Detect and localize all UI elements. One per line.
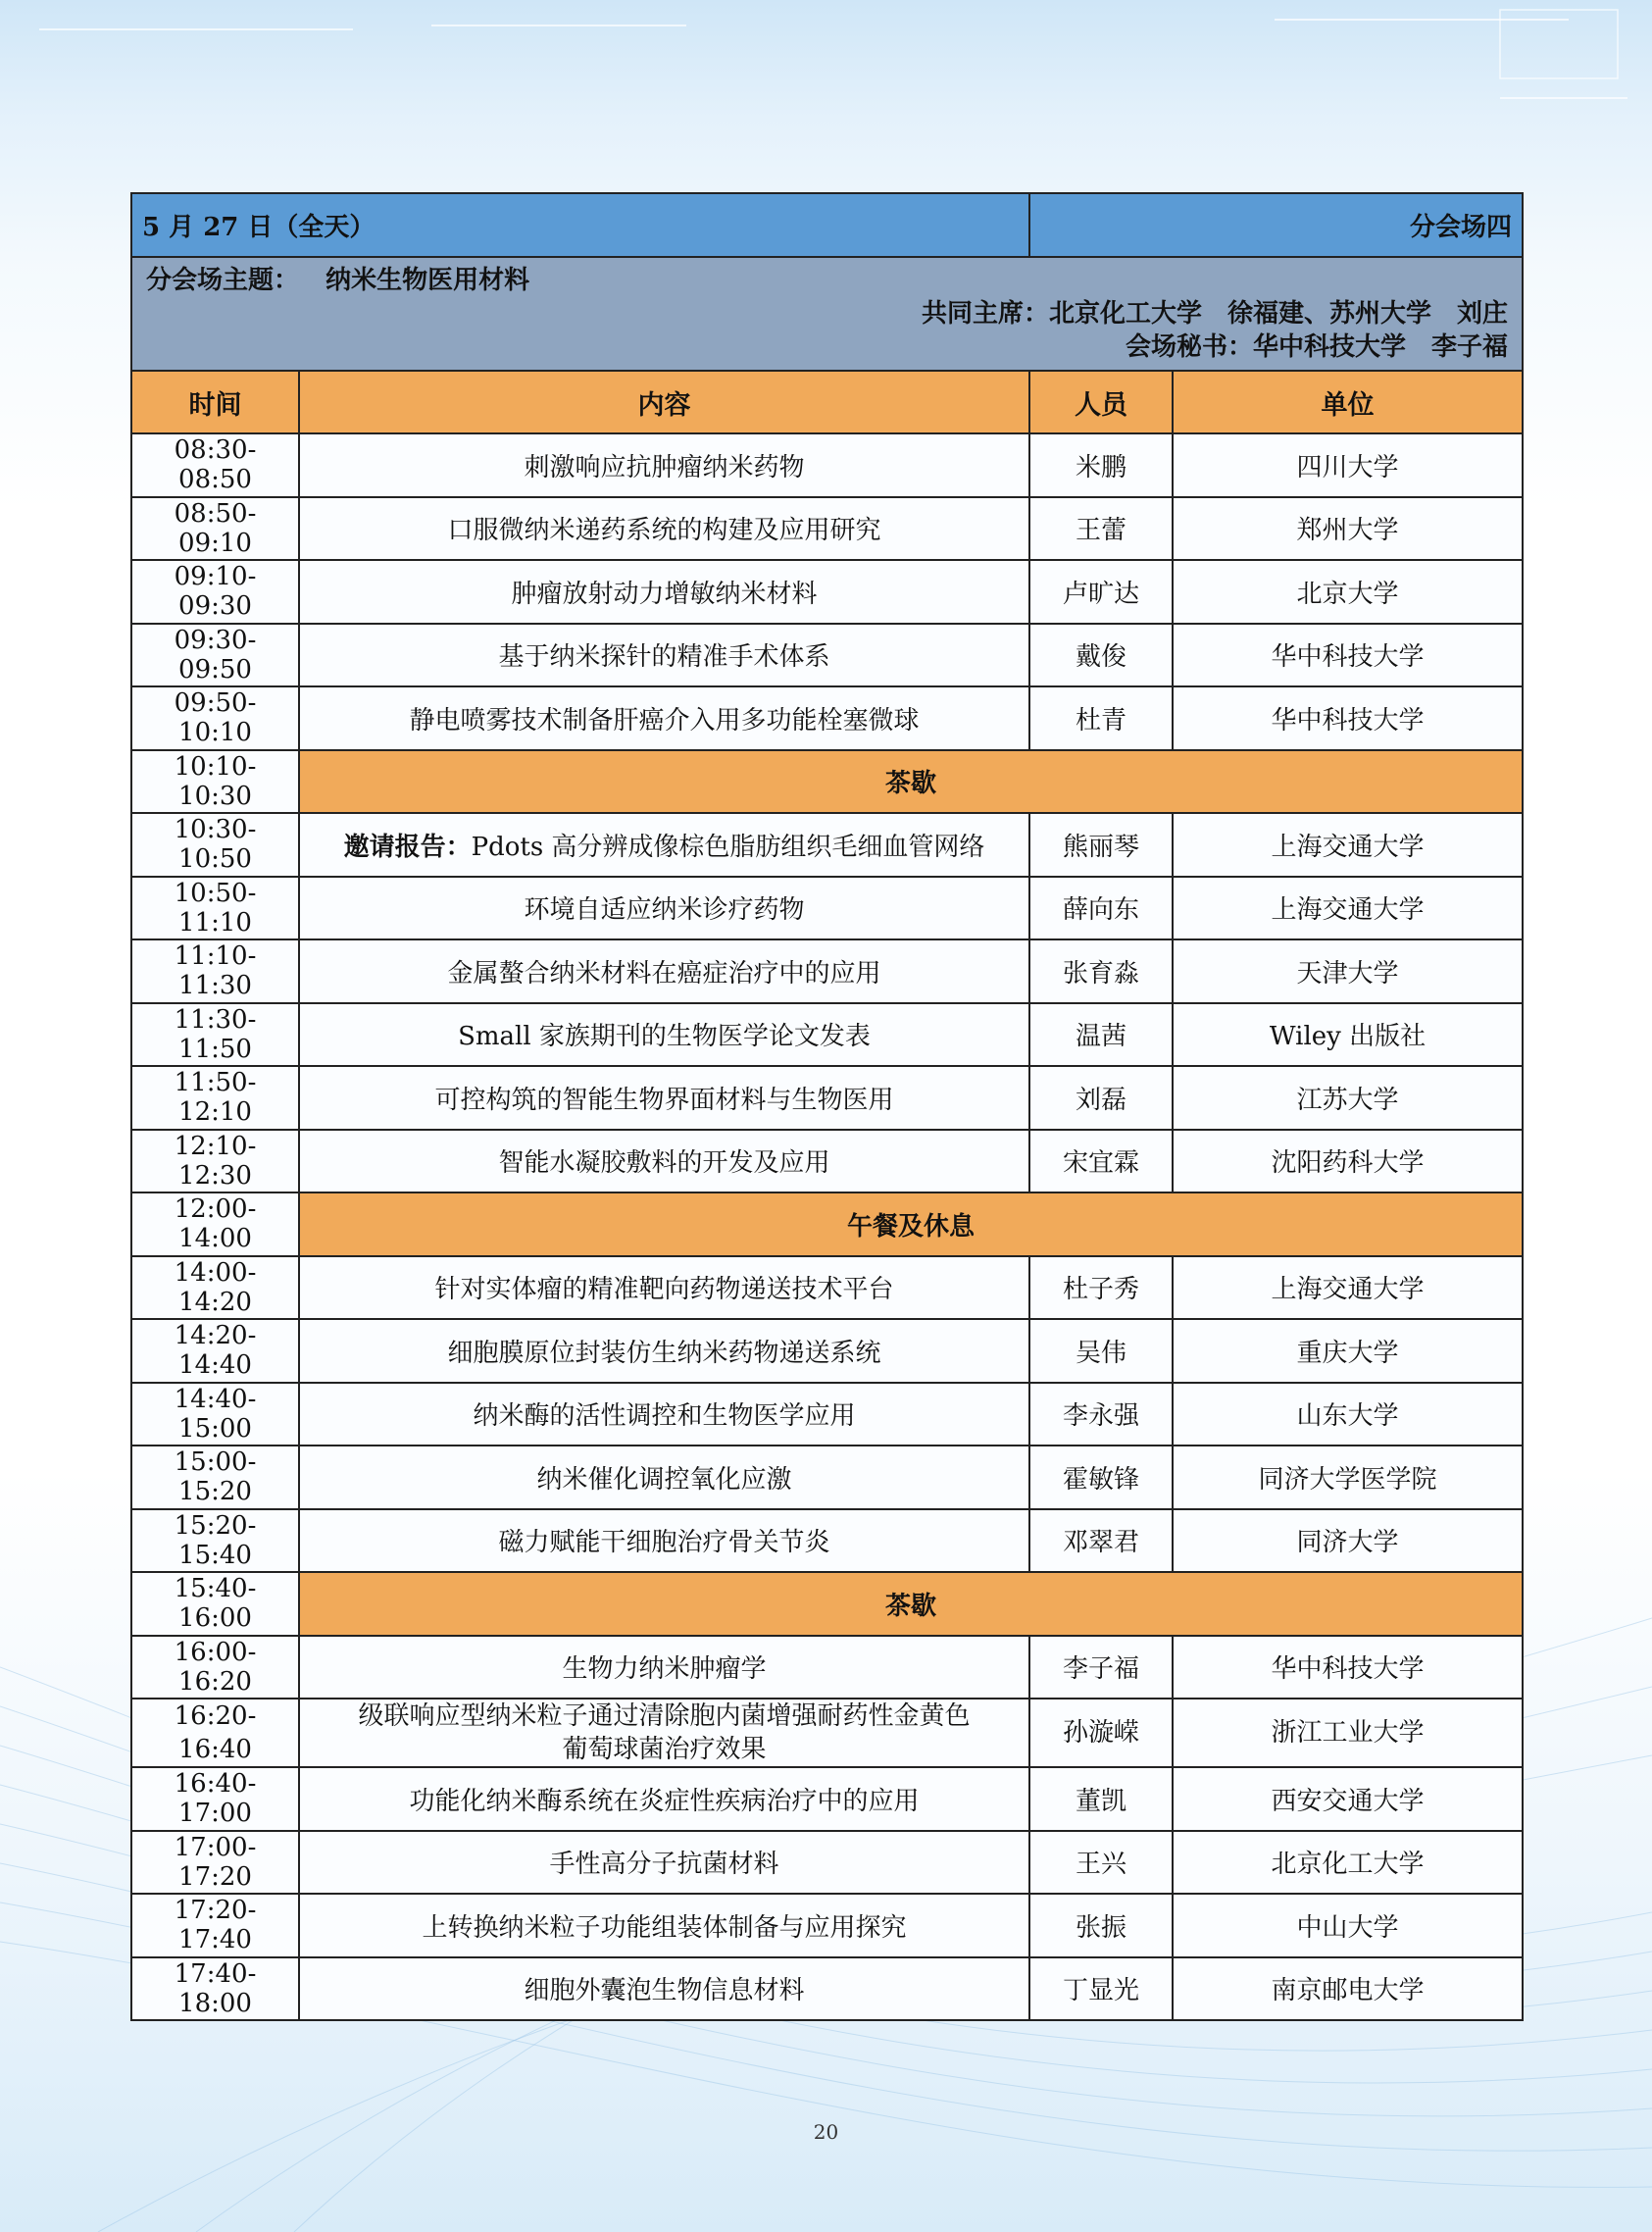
table-row <box>131 1256 1523 1320</box>
person-cell: 吴伟 <box>1029 1319 1173 1383</box>
invited-talk-label: 邀请报告： <box>343 832 472 862</box>
person-cell: 熊丽琴 <box>1029 813 1173 877</box>
content-cell: 针对实体瘤的精准靶向药物递送技术平台 <box>299 1256 1029 1320</box>
time-cell: 10:30-10:50 <box>131 813 299 877</box>
time-cell: 10:50-11:10 <box>131 877 299 940</box>
unit-cell: 华中科技大学 <box>1173 686 1523 750</box>
table-row <box>131 1894 1523 1957</box>
person-cell: 宋宜霖 <box>1029 1130 1173 1193</box>
unit-cell: 上海交通大学 <box>1173 877 1523 940</box>
content-cell: 细胞膜原位封装仿生纳米药物递送系统 <box>299 1319 1029 1383</box>
table-row <box>131 1636 1523 1699</box>
person-cell: 薛向东 <box>1029 877 1173 940</box>
unit-cell: 北京化工大学 <box>1173 1831 1523 1895</box>
person-cell: 杜青 <box>1029 686 1173 750</box>
person-cell: 卢旷达 <box>1029 560 1173 624</box>
time-cell: 12:00-14:00 <box>131 1192 299 1256</box>
unit-cell: 同济大学 <box>1173 1509 1523 1573</box>
theme-value: 纳米生物医用材料 <box>325 266 530 295</box>
secretary-line: 会场秘书：华中科技大学 李子福 <box>1126 332 1509 362</box>
table-row <box>131 939 1523 1003</box>
time-cell: 17:00-17:20 <box>131 1831 299 1895</box>
time-cell: 12:10-12:30 <box>131 1130 299 1193</box>
content-cell: 细胞外囊泡生物信息材料 <box>299 1957 1029 2021</box>
unit-cell: 西安交通大学 <box>1173 1767 1523 1831</box>
person-cell: 米鹏 <box>1029 433 1173 497</box>
time-cell: 17:20-17:40 <box>131 1894 299 1957</box>
table-row <box>131 624 1523 687</box>
column-header-row <box>131 371 1523 433</box>
unit-cell: 江苏大学 <box>1173 1066 1523 1130</box>
table-row <box>131 433 1523 497</box>
time-cell: 09:30-09:50 <box>131 624 299 687</box>
content-cell: 可控构筑的智能生物界面材料与生物医用 <box>299 1066 1029 1130</box>
content-cell: 功能化纳米酶系统在炎症性疾病治疗中的应用 <box>299 1767 1029 1831</box>
table-row <box>131 1130 1523 1193</box>
table-row <box>131 1003 1523 1067</box>
table-row <box>131 560 1523 624</box>
time-cell: 11:30-11:50 <box>131 1003 299 1067</box>
content-cell: 肿瘤放射动力增敏纳米材料 <box>299 560 1029 624</box>
theme-line <box>146 264 1508 297</box>
time-cell: 14:20-14:40 <box>131 1319 299 1383</box>
unit-cell: 上海交通大学 <box>1173 1256 1523 1320</box>
break-label: 茶歇 <box>299 1572 1523 1636</box>
unit-cell: 华中科技大学 <box>1173 624 1523 687</box>
content-cell: 刺激响应抗肿瘤纳米药物 <box>299 433 1029 497</box>
person-cell: 邓翠君 <box>1029 1509 1173 1573</box>
table-row <box>131 1319 1523 1383</box>
time-cell: 10:10-10:30 <box>131 750 299 814</box>
time-cell: 09:50-10:10 <box>131 686 299 750</box>
unit-cell: 华中科技大学 <box>1173 1636 1523 1699</box>
content-cell: 金属螯合纳米材料在癌症治疗中的应用 <box>299 939 1029 1003</box>
person-cell: 张振 <box>1029 1894 1173 1957</box>
col-time-header: 时间 <box>131 371 299 433</box>
table-row <box>131 1509 1523 1573</box>
content-cell: 磁力赋能干细胞治疗骨关节炎 <box>299 1509 1029 1573</box>
table-row <box>131 1446 1523 1509</box>
theme-label: 分会场主题： <box>146 266 300 295</box>
time-cell: 16:20-16:40 <box>131 1699 299 1767</box>
person-cell: 丁显光 <box>1029 1957 1173 2021</box>
table-row <box>131 1066 1523 1130</box>
time-cell: 11:50-12:10 <box>131 1066 299 1130</box>
time-cell: 16:00-16:20 <box>131 1636 299 1699</box>
session-header-row <box>131 193 1523 257</box>
col-person-header: 人员 <box>1029 371 1173 433</box>
table-row <box>131 813 1523 877</box>
page-number: 20 <box>813 2120 839 2144</box>
break-row <box>131 1572 1523 1636</box>
person-cell: 戴俊 <box>1029 624 1173 687</box>
content-cell <box>299 813 1029 877</box>
person-cell: 董凯 <box>1029 1767 1173 1831</box>
time-cell: 14:40-15:00 <box>131 1383 299 1446</box>
content-cell <box>299 1699 1029 1767</box>
person-cell: 温茜 <box>1029 1003 1173 1067</box>
break-row <box>131 750 1523 814</box>
person-cell: 霍敏锋 <box>1029 1446 1173 1509</box>
time-cell: 08:30-08:50 <box>131 433 299 497</box>
time-cell: 15:40-16:00 <box>131 1572 299 1636</box>
person-cell: 孙漩嵘 <box>1029 1699 1173 1767</box>
time-cell: 09:10-09:30 <box>131 560 299 624</box>
table-row <box>131 1383 1523 1446</box>
table-row <box>131 877 1523 940</box>
table-row <box>131 1699 1523 1767</box>
session-date: 5 月 27 日（全天） <box>131 193 1029 257</box>
session-meta <box>131 257 1523 371</box>
person-cell: 王兴 <box>1029 1831 1173 1895</box>
col-content-header: 内容 <box>299 371 1029 433</box>
session-schedule-table <box>130 192 1524 2021</box>
content-text: Pdots 高分辨成像棕色脂肪组织毛细血管网络 <box>471 832 985 862</box>
unit-cell: 同济大学医学院 <box>1173 1446 1523 1509</box>
person-cell: 刘磊 <box>1029 1066 1173 1130</box>
time-cell: 17:40-18:00 <box>131 1957 299 2021</box>
unit-cell: 沈阳药科大学 <box>1173 1130 1523 1193</box>
unit-cell: Wiley 出版社 <box>1173 1003 1523 1067</box>
content-cell: 静电喷雾技术制备肝癌介入用多功能栓塞微球 <box>299 686 1029 750</box>
session-venue: 分会场四 <box>1029 193 1523 257</box>
content-cell: Small 家族期刊的生物医学论文发表 <box>299 1003 1029 1067</box>
time-cell: 08:50-09:10 <box>131 497 299 561</box>
content-cell: 智能水凝胶敷料的开发及应用 <box>299 1130 1029 1193</box>
time-cell: 14:00-14:20 <box>131 1256 299 1320</box>
time-cell: 15:00-15:20 <box>131 1446 299 1509</box>
content-cell: 基于纳米探针的精准手术体系 <box>299 624 1029 687</box>
unit-cell: 北京大学 <box>1173 560 1523 624</box>
content-cell: 手性高分子抗菌材料 <box>299 1831 1029 1895</box>
unit-cell: 重庆大学 <box>1173 1319 1523 1383</box>
table-row <box>131 1957 1523 2021</box>
person-cell: 李子福 <box>1029 1636 1173 1699</box>
unit-cell: 上海交通大学 <box>1173 813 1523 877</box>
unit-cell: 四川大学 <box>1173 433 1523 497</box>
unit-cell: 中山大学 <box>1173 1894 1523 1957</box>
session-meta-row <box>131 257 1523 371</box>
unit-cell: 南京邮电大学 <box>1173 1957 1523 2021</box>
person-cell: 张育淼 <box>1029 939 1173 1003</box>
unit-cell: 山东大学 <box>1173 1383 1523 1446</box>
unit-cell: 天津大学 <box>1173 939 1523 1003</box>
break-label: 午餐及休息 <box>299 1192 1523 1256</box>
break-label: 茶歇 <box>299 750 1523 814</box>
content-cell: 口服微纳米递药系统的构建及应用研究 <box>299 497 1029 561</box>
content-line: 葡萄球菌治疗效果 <box>562 1735 767 1764</box>
table-row <box>131 497 1523 561</box>
content-cell: 上转换纳米粒子功能组装体制备与应用探究 <box>299 1894 1029 1957</box>
person-cell: 王蕾 <box>1029 497 1173 561</box>
content-cell: 纳米酶的活性调控和生物医学应用 <box>299 1383 1029 1446</box>
content-cell: 生物力纳米肿瘤学 <box>299 1636 1029 1699</box>
table-row <box>131 1831 1523 1895</box>
person-cell: 杜子秀 <box>1029 1256 1173 1320</box>
col-unit-header: 单位 <box>1173 371 1523 433</box>
break-row <box>131 1192 1523 1256</box>
content-cell: 环境自适应纳米诊疗药物 <box>299 877 1029 940</box>
unit-cell: 郑州大学 <box>1173 497 1523 561</box>
person-cell: 李永强 <box>1029 1383 1173 1446</box>
time-cell: 16:40-17:00 <box>131 1767 299 1831</box>
table-row <box>131 1767 1523 1831</box>
content-cell: 纳米催化调控氧化应激 <box>299 1446 1029 1509</box>
unit-cell: 浙江工业大学 <box>1173 1699 1523 1767</box>
chairs-line: 共同主席：北京化工大学 徐福建、苏州大学 刘庄 <box>922 299 1509 329</box>
time-cell: 15:20-15:40 <box>131 1509 299 1573</box>
content-line: 级联响应型纳米粒子通过清除胞内菌增强耐药性金黄色 <box>358 1701 971 1731</box>
table-row <box>131 686 1523 750</box>
time-cell: 11:10-11:30 <box>131 939 299 1003</box>
